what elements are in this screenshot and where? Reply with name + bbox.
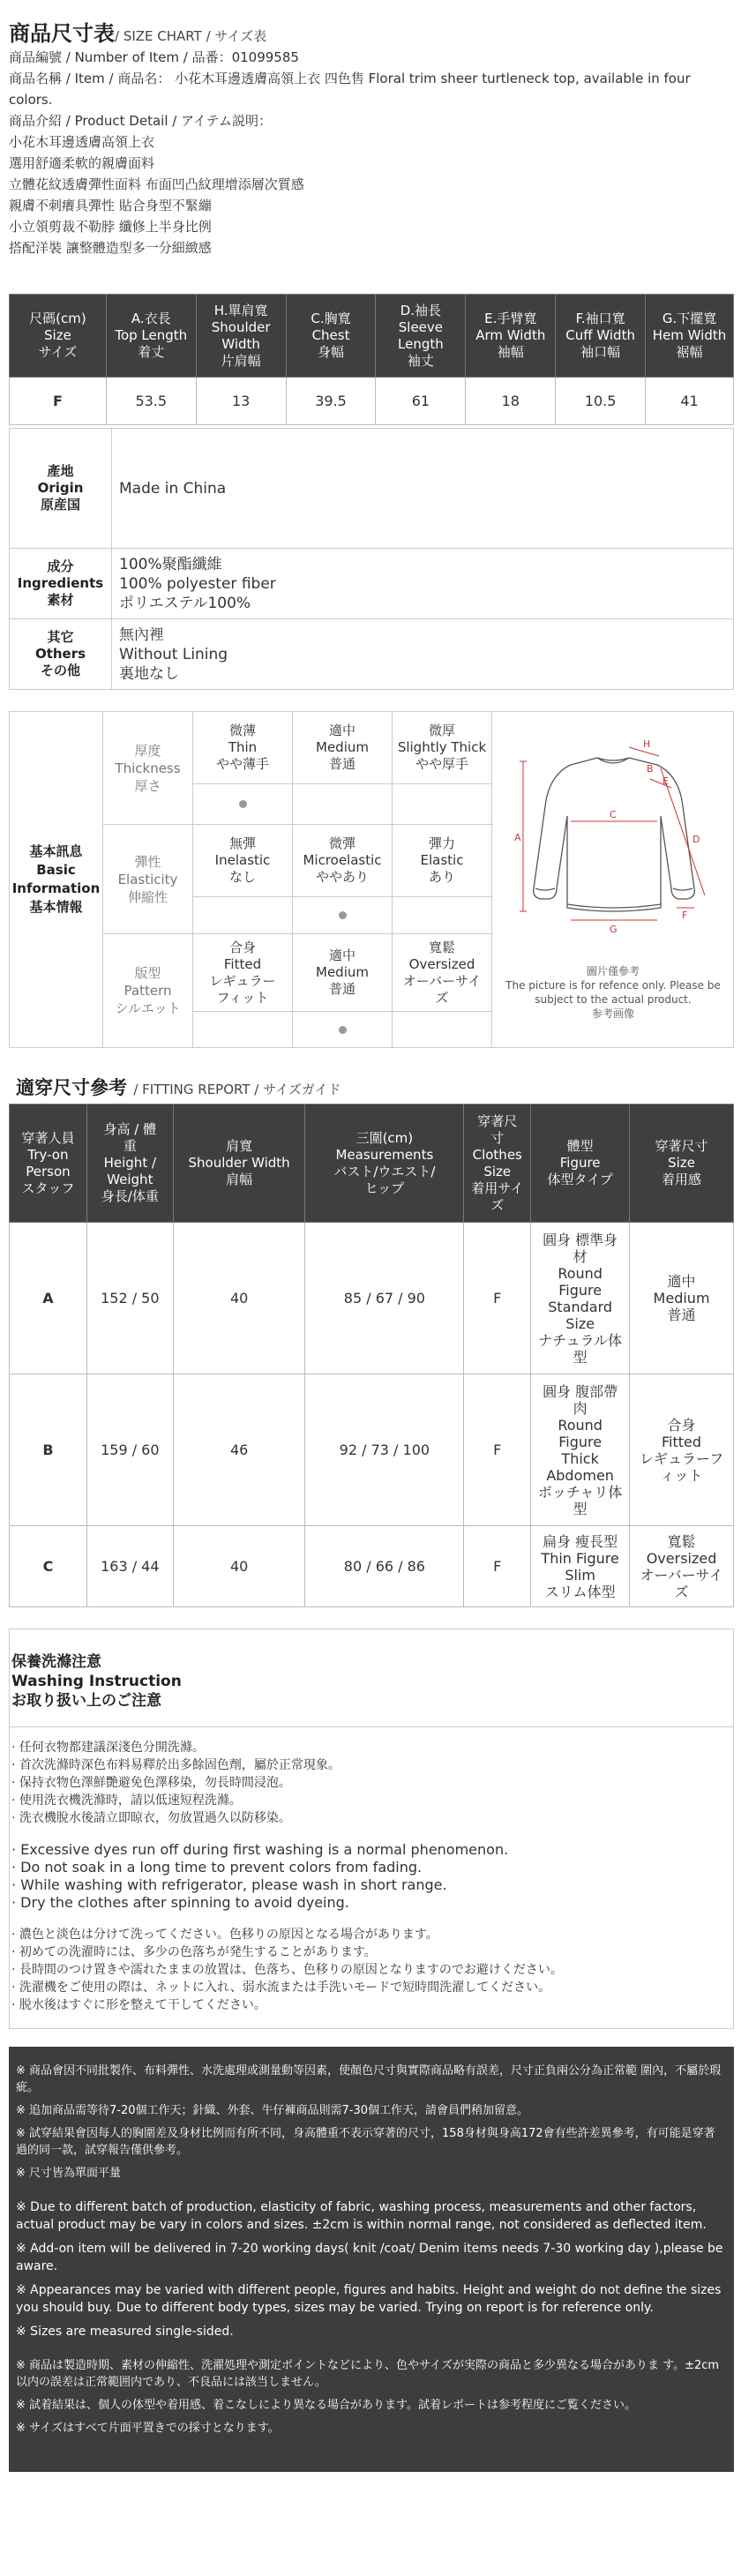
- washing-ja-group: [11, 1926, 731, 2014]
- person-cell: A: [10, 1223, 87, 1374]
- notice-item: ※ 追加商品需等待7-20個工作天；針織、外套、牛仔褲商品則需7-30個工作天，請會員們稍加留意。: [16, 2104, 529, 2117]
- thickness-label: 厚度 Thickness 厚さ: [103, 712, 193, 824]
- elasticity-indicator-cell: [393, 897, 492, 933]
- measurements-cell: 85 / 67 / 90: [305, 1223, 464, 1374]
- header-try-on-person: 穿著人員 Try-on Person スタッフ: [10, 1105, 87, 1223]
- elasticity-indicator-cell: [193, 897, 293, 933]
- washing-en-group: [11, 1841, 731, 1912]
- list-item: · 使用洗衣機洗滌時，請以低速短程洗滌。: [11, 1793, 242, 1808]
- clothes-size-cell: F: [464, 1526, 531, 1607]
- sketch-letter-d: D: [692, 834, 700, 845]
- size-value-cell: 13: [196, 378, 286, 425]
- size-value-cell: 61: [376, 378, 466, 425]
- list-item: · While washing with refrigerator, please wash in short range.: [11, 1876, 447, 1893]
- list-item: · 初めての洗濯時には、多少の色落ちが発生することがあります。: [11, 1945, 377, 1959]
- item-name: 商品名稱 / Item / 商品名： 小花木耳邊透膚高領上衣 四色售 Floral trim sheer turtleneck top, available in four colors.: [9, 71, 691, 108]
- header-fit: 穿著尺寸 Size 着用感: [630, 1105, 734, 1223]
- thickness-indicator-cell: [193, 784, 293, 824]
- origin-value: Made in China: [112, 429, 734, 549]
- notice-item: ※ 商品は製造時期、素材の伸縮性、洗濯処理や測定ポイントなどにより、色やサイズが実際の商品と多少異なる場合がありま す。±2cm以内の誤差は正常範囲内であり、不良品には該当しません。: [16, 2359, 720, 2389]
- header-shoulder-width: H.單肩寬 Shoulder Width 片肩幅: [196, 295, 286, 378]
- header-arm-width: E.手臂寬 Arm Width 袖幅: [466, 295, 556, 378]
- pattern-option-medium: 適中 Medium 普通: [293, 934, 393, 1012]
- origin-label: 產地 Origin 原産国: [10, 429, 112, 549]
- list-item: · 長時間のつけ置きや濡れたままの放置は、色落ち、色移りの原因となりますのでお避けください。: [11, 1963, 563, 1977]
- height-weight-cell: 159 / 60: [86, 1374, 173, 1526]
- person-cell: C: [10, 1526, 87, 1607]
- notice-item: ※ Appearances may be varied with different people, figures and habits. Height and weight do not define the sizes you should buy. Due to different body types, sizes may be varied. Trying on report is for reference only.: [16, 2283, 722, 2315]
- size-cell: F: [10, 378, 107, 425]
- garment-measurement-sketch: [493, 712, 733, 1047]
- figure-cell: 圓身 腹部帶 肉 Round Figure Thick Abdomen ボッチャリ体 型: [531, 1374, 630, 1526]
- elasticity-option-microelastic: 微彈 Microelastic ややあり: [293, 825, 393, 897]
- thickness-option-thin: 微薄 Thin やや薄手: [193, 712, 293, 784]
- header-hem-width: G.下擺寬 Hem Width 裾幅: [646, 295, 734, 378]
- list-item: · 首次洗滌時深色布料易釋於出多餘固色劑，屬於正常現象。: [11, 1758, 341, 1772]
- header-cuff-width: F.袖口寬 Cuff Width 袖口幅: [556, 295, 646, 378]
- item-number: 商品編號 / Number of Item / 品番：01099585: [9, 49, 299, 65]
- list-item: · 任何衣物都建議深淺色分開洗滌。: [11, 1741, 205, 1755]
- sketch-letter-b: B: [647, 763, 654, 775]
- product-header: [0, 0, 741, 258]
- elasticity-label: 彈性 Elasticity 伸縮性: [103, 825, 193, 933]
- list-item: · 濃色と淡色は分けて洗ってください。色移りの原因となる場合があります。: [11, 1928, 438, 1942]
- product-detail-line: 小立領剪裁不勒脖 纖修上半身比例: [9, 219, 212, 235]
- size-table-header: [10, 295, 734, 378]
- elasticity-option-elastic: 彈力 Elastic あり: [393, 825, 492, 897]
- pattern-row: [103, 934, 493, 1047]
- fitting-table-header: [10, 1105, 734, 1223]
- height-weight-cell: 163 / 44: [86, 1526, 173, 1607]
- product-detail-heading: 商品介紹 / Product Detail / アイテム説明：: [9, 113, 272, 129]
- thickness-indicator-cell: [393, 784, 492, 824]
- product-detail-line: 立體花紋透膚彈性面料 布面凹凸紋理增添層次質感: [9, 176, 304, 192]
- pattern-indicator-cell: [193, 1012, 293, 1047]
- selected-dot: [339, 1026, 347, 1034]
- figure-cell: 扁身 瘦長型 Thin Figure Slim スリム体型: [531, 1526, 630, 1607]
- size-value-cell: 53.5: [106, 378, 196, 425]
- thickness-option-medium: 適中 Medium 普通: [293, 712, 393, 784]
- fit-cell: 合身 Fitted レギュラーフ ィット: [630, 1374, 734, 1526]
- notice-item: ※ Sizes are measured single-sided.: [16, 2325, 234, 2339]
- basic-information-panel: [9, 711, 734, 1048]
- divider: [10, 1726, 733, 1727]
- product-detail-line: 搭配洋裝 讓整體造型多一分細緻感: [9, 240, 212, 256]
- elasticity-indicator-cell: [293, 897, 393, 933]
- washing-title: 保養洗滌注意 Washing Instruction お取り扱い上のご注意: [11, 1653, 182, 1710]
- header-size: 尺碼(cm) Size サイズ: [10, 295, 107, 378]
- sketch-letter-f: F: [682, 910, 688, 921]
- measurements-cell: 80 / 66 / 86: [305, 1526, 464, 1607]
- product-detail-line: 親膚不刺癢具彈性 貼合身型不緊繃: [9, 198, 212, 213]
- header-chest: C.胸寬 Chest 身幅: [286, 295, 376, 378]
- others-value: 無內裡 Without Lining 裏地なし: [112, 619, 734, 690]
- fabric-attributes: [103, 712, 493, 1047]
- list-item: · 洗濯機をご使用の際は、ネットに入れ、弱水流または手洗いモードで短時間洗濯してください。: [11, 1981, 551, 1995]
- sketch-letter-h: H: [643, 738, 651, 750]
- sketch-letter-c: C: [610, 809, 617, 820]
- person-cell: B: [10, 1374, 87, 1526]
- sketch-letter-g: G: [610, 924, 618, 935]
- elasticity-row: [103, 825, 493, 934]
- shoulder-cell: 40: [173, 1223, 305, 1374]
- notice-item: ※ 試着結果は、個人の体型や着用感、着こなしにより異なる場合があります。試着レポートは参考程度にご覧ください。: [16, 2399, 636, 2412]
- header-figure: 體型 Figure 体型タイプ: [531, 1105, 630, 1223]
- others-row: [10, 619, 734, 690]
- list-item: · Excessive dyes run off during first washing is a normal phenomenon.: [11, 1841, 509, 1858]
- fit-cell: 寬鬆 Oversized オーバーサイ ズ: [630, 1526, 734, 1607]
- sketch-caption: 圖片僅參考 The picture is for refence only. Please be subject to the actual product. 参考画像: [505, 965, 721, 1020]
- fitting-report-title: 適穿尺寸參考 / FITTING REPORT / サイズガイド: [16, 1077, 341, 1098]
- table-row: [10, 1223, 734, 1374]
- notice-item: ※ Due to different batch of production, elasticity of fabric, washing process, measurements and other factors, actual product may be vary in colors and sizes. ±2cm is within normal range, not considered as deflected item.: [16, 2200, 707, 2232]
- thickness-option-thick: 微厚 Slightly Thick やや厚手: [393, 712, 492, 784]
- basic-info-label: 基本訊息 Basic Information 基本情報: [10, 712, 103, 1047]
- size-value-cell: 10.5: [556, 378, 646, 425]
- product-detail-line: 小花木耳邊透膚高領上衣: [9, 134, 155, 150]
- size-value-cell: 18: [466, 378, 556, 425]
- pattern-label: 版型 Pattern シルエット: [103, 934, 193, 1047]
- measurements-cell: 92 / 73 / 100: [305, 1374, 464, 1526]
- thickness-indicator-cell: [293, 784, 393, 824]
- size-value-cell: 39.5: [286, 378, 376, 425]
- header-shoulder-width: 肩寬 Shoulder Width 肩幅: [173, 1105, 305, 1223]
- washing-zh-group: [11, 1739, 731, 1827]
- notice-item: ※ 商品會因不同批製作、布料彈性、水洗處理或測量動等因素，使顏色尺寸與實際商品略有誤差，尺寸正負兩公分為正常範 圍內，不屬於瑕疵。: [16, 2064, 722, 2094]
- header-sleeve-length: D.袖長 Sleeve Length 袖丈: [376, 295, 466, 378]
- header-top-length: A.衣長 Top Length 着丈: [106, 295, 196, 378]
- notice-item: ※ サイズはすべて片面平置きでの採寸となります。: [16, 2422, 280, 2435]
- product-detail-line: 選用舒適柔軟的親膚面料: [9, 155, 155, 171]
- header-height-weight: 身高 / 體 重 Height / Weight 身長/体重: [86, 1105, 173, 1223]
- header-measurements: 三圍(cm) Measurements バスト/ウエスト/ ヒップ: [305, 1105, 464, 1223]
- clothes-size-cell: F: [464, 1223, 531, 1374]
- list-item: · Dry the clothes after spinning to avoid dyeing.: [11, 1894, 349, 1911]
- washing-instruction-panel: [9, 1629, 734, 2029]
- selected-dot: [239, 800, 247, 808]
- origin-row: [10, 429, 734, 549]
- shoulder-cell: 46: [173, 1374, 305, 1526]
- table-row: [10, 1374, 734, 1526]
- thickness-row: [103, 712, 493, 825]
- table-row: [10, 378, 734, 425]
- list-item: · 洗衣機脫水後請立即晾衣，勿放置過久以防移染。: [11, 1811, 291, 1825]
- list-item: · 脱水後はすぐに形を整えて干してください。: [11, 1998, 266, 2012]
- ingredients-row: [10, 549, 734, 619]
- notice-panel: [9, 2047, 734, 2472]
- size-table: [9, 294, 734, 425]
- fit-cell: 適中 Medium 普通: [630, 1223, 734, 1374]
- ingredients-label: 成分 Ingredients 素材: [10, 549, 112, 619]
- ingredients-value: 100%聚酯纖維 100% polyester fiber ポリエステル100%: [112, 549, 734, 619]
- pattern-option-oversized: 寬鬆 Oversized オーバーサイ ズ: [393, 934, 492, 1012]
- list-item: · Do not soak in a long time to prevent colors from fading.: [11, 1859, 423, 1876]
- notice-item: ※ 試穿結果會因每人的胸圍差及身材比例而有所不同，身高體重不表示穿著的尺寸，158身材與身高172會有些許差異參考，有可能是穿著過的同一款，試穿報告僅供參考。: [16, 2127, 715, 2157]
- others-label: 其它 Others その他: [10, 619, 112, 690]
- header-clothes-size: 穿著尺 寸 Clothes Size 着用サイ ズ: [464, 1105, 531, 1223]
- list-item: · 保持衣物色澤鮮艷避免色澤移染，勿長時間浸泡。: [11, 1776, 291, 1790]
- clothes-size-cell: F: [464, 1374, 531, 1526]
- notice-item: ※ Add-on item will be delivered in 7-20 working days( knit /coat/ Denim items needs 7-30 working day ),please be aware.: [16, 2242, 723, 2273]
- sketch-letter-e: E: [662, 775, 669, 787]
- figure-cell: 圓身 標準身 材 Round Figure Standard Size ナチュラル体 型: [531, 1223, 630, 1374]
- sweater-diagram-icon: [493, 712, 733, 968]
- pattern-indicator-cell: [393, 1012, 492, 1047]
- fitting-report-table: [9, 1104, 734, 1607]
- washing-text: [11, 1739, 731, 2028]
- material-info-table: [9, 428, 734, 690]
- pattern-indicator-cell: [293, 1012, 393, 1047]
- height-weight-cell: 152 / 50: [86, 1223, 173, 1374]
- selected-dot: [339, 911, 347, 919]
- elasticity-option-inelastic: 無彈 Inelastic なし: [193, 825, 293, 897]
- size-value-cell: 41: [646, 378, 734, 425]
- notice-item: ※ 尺寸皆為單面平量: [16, 2167, 122, 2180]
- shoulder-cell: 40: [173, 1526, 305, 1607]
- sketch-letter-a: A: [514, 832, 521, 843]
- size-chart-title: 商品尺寸表/ SIZE CHART / サイズ表: [9, 21, 267, 46]
- pattern-option-fitted: 合身 Fitted レギュラー フィット: [193, 934, 293, 1012]
- table-row: [10, 1526, 734, 1607]
